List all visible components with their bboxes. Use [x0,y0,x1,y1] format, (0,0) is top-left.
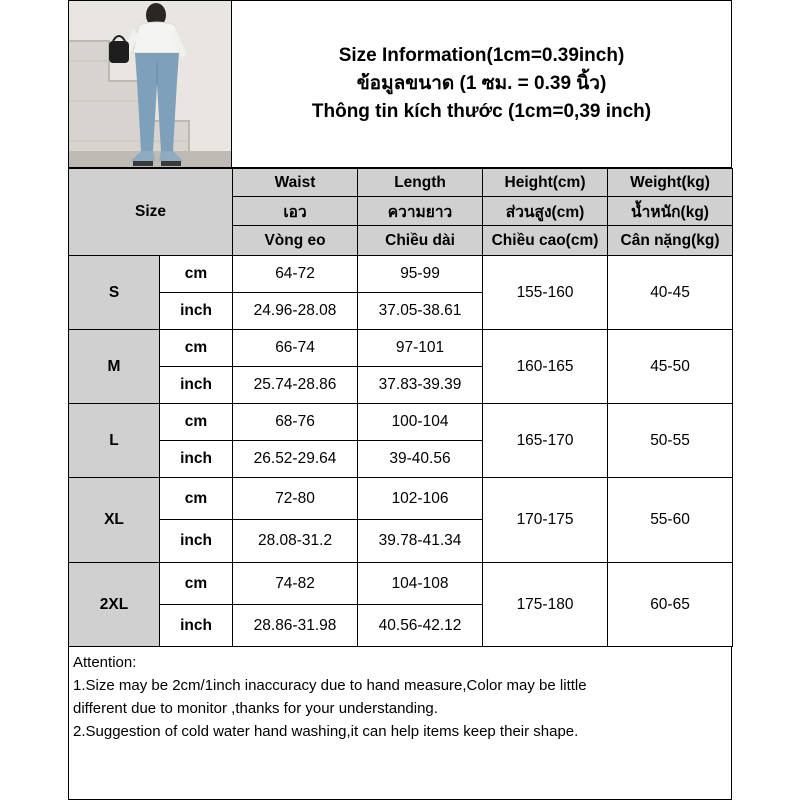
length-cm-cell: 102-106 [358,478,483,520]
waist-inch-cell: 24.96-28.08 [233,293,358,330]
height-cell: 175-180 [483,563,608,647]
attention-notes [68,647,732,800]
attention-note-1-continued: different due to monitor ,thanks for your understanding. [73,700,438,717]
table-row [69,256,733,293]
header-height-en: Height(cm) [483,169,608,197]
weight-cell: 55-60 [608,478,733,563]
height-cell: 170-175 [483,478,608,563]
header-weight-th: น้ำหนัก(kg) [608,197,733,226]
header-weight-en: Weight(kg) [608,169,733,197]
unit-label-inch: inch [160,367,233,404]
header-height-th: ส่วนสูง(cm) [483,197,608,226]
size-info-title [232,0,732,168]
size-label: L [69,404,160,478]
length-inch-cell: 37.83-39.39 [358,367,483,404]
weight-cell: 40-45 [608,256,733,330]
waist-inch-cell: 26.52-29.64 [233,441,358,478]
size-label: 2XL [69,563,160,647]
header-length-en: Length [358,169,483,197]
height-cell: 155-160 [483,256,608,330]
table-row [69,330,733,367]
length-inch-cell: 40.56-42.12 [358,605,483,647]
unit-label-cm: cm [160,256,233,293]
waist-cm-cell: 68-76 [233,404,358,441]
unit-label-inch: inch [160,520,233,563]
unit-label-inch: inch [160,293,233,330]
size-label: S [69,256,160,330]
attention-heading: Attention: [73,654,137,671]
unit-label-inch: inch [160,605,233,647]
size-table [68,168,733,647]
waist-cm-cell: 74-82 [233,563,358,605]
header-weight-vi: Cân nặng(kg) [608,226,733,256]
table-row [69,404,733,441]
attention-note-2: 2.Suggestion of cold water hand washing,it can help items keep their shape. [73,723,579,740]
waist-cm-cell: 64-72 [233,256,358,293]
table-row [69,478,733,520]
waist-inch-cell: 25.74-28.86 [233,367,358,404]
size-label: M [69,330,160,404]
header-waist-en: Waist [233,169,358,197]
length-cm-cell: 100-104 [358,404,483,441]
weight-cell: 45-50 [608,330,733,404]
title-english: Size Information(1cm=0.39inch) [338,45,625,66]
title-vietnamese: Thông tin kích thước (1cm=0,39 inch) [311,101,652,122]
size-label: XL [69,478,160,563]
table-row [69,563,733,605]
header-height-vi: Chiều cao(cm) [483,226,608,256]
waist-inch-cell: 28.86-31.98 [233,605,358,647]
unit-label-cm: cm [160,563,233,605]
length-inch-cell: 37.05-38.61 [358,293,483,330]
product-photo-image [69,1,232,168]
unit-label-cm: cm [160,330,233,367]
size-column-header: Size [69,169,233,256]
header-length-th: ความยาว [358,197,483,226]
header-waist-vi: Vòng eo [233,226,358,256]
length-cm-cell: 95-99 [358,256,483,293]
unit-label-cm: cm [160,478,233,520]
length-inch-cell: 39.78-41.34 [358,520,483,563]
length-cm-cell: 104-108 [358,563,483,605]
unit-label-inch: inch [160,441,233,478]
height-cell: 160-165 [483,330,608,404]
waist-cm-cell: 66-74 [233,330,358,367]
weight-cell: 60-65 [608,563,733,647]
unit-label-cm: cm [160,404,233,441]
length-cm-cell: 97-101 [358,330,483,367]
header-length-vi: Chiều dài [358,226,483,256]
size-chart-sheet [68,0,732,800]
product-photo [68,0,232,168]
waist-inch-cell: 28.08-31.2 [233,520,358,563]
attention-note-1: 1.Size may be 2cm/1inch inaccuracy due to hand measure,Color may be little [73,677,587,694]
height-cell: 165-170 [483,404,608,478]
header-waist-th: เอว [233,197,358,226]
length-inch-cell: 39-40.56 [358,441,483,478]
waist-cm-cell: 72-80 [233,478,358,520]
title-thai: ข้อมูลขนาด (1 ซม. = 0.39 นิ้ว) [356,73,607,94]
header-row-english [69,169,733,197]
weight-cell: 50-55 [608,404,733,478]
